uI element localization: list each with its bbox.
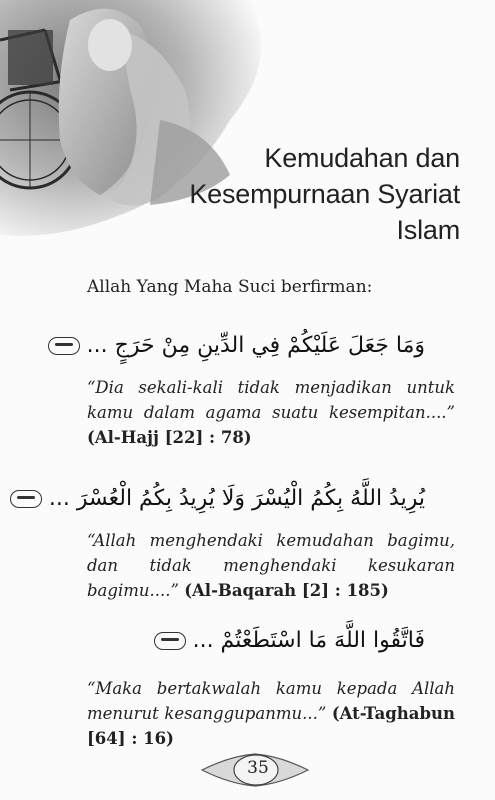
translation-text: “Maka bertakwalah kamu kepada Allah menurut kesanggupanmu...” [87, 679, 455, 723]
verse-arabic-text: وَمَا جَعَلَ عَلَيْكُمْ فِي الدِّينِ مِنْ حَرَجٍ ... [86, 333, 425, 358]
ayah-number-ornament-icon [10, 490, 42, 508]
translation-text: “Dia sekali-kali tidak menjadikan untuk kamu dalam agama suatu kesempitan....” [87, 378, 455, 422]
chapter-title-line1: Kemudahan dan [264, 143, 460, 173]
intro-text: Allah Yang Maha Suci berfirman: [87, 277, 373, 297]
verse-arabic [148, 628, 425, 653]
verse-arabic-text: يُرِيدُ اللَّهُ بِكُمُ الْيُسْرَ وَلَا يُرِيدُ بِكُمُ الْعُسْرَ ... [48, 486, 425, 511]
verse-arabic [42, 333, 425, 358]
ayah-number-ornament-icon [48, 337, 80, 355]
chapter-title [150, 140, 460, 248]
verse-translation [87, 676, 455, 751]
page-number: 35 [247, 758, 269, 778]
verse-reference: (Al-Baqarah [2] : 185) [184, 581, 389, 600]
chapter-title-line2: Kesempurnaan Syariat Islam [189, 179, 460, 245]
translation-text: “Allah menghendaki kemudahan bagimu, dan tidak menghendaki kesukaran bagimu....” [87, 531, 455, 600]
verse-translation [87, 375, 455, 450]
verse-translation [87, 528, 455, 603]
verse-reference: (Al-Hajj [22] : 78) [87, 428, 252, 447]
verse-reference: (At-Taghabun [64] : 16) [87, 704, 456, 748]
verse-arabic-text: فَاتَّقُوا اللَّهَ مَا اسْتَطَعْتُمْ ... [192, 628, 425, 653]
verse-arabic [4, 486, 425, 511]
ayah-number-ornament-icon [154, 632, 186, 650]
